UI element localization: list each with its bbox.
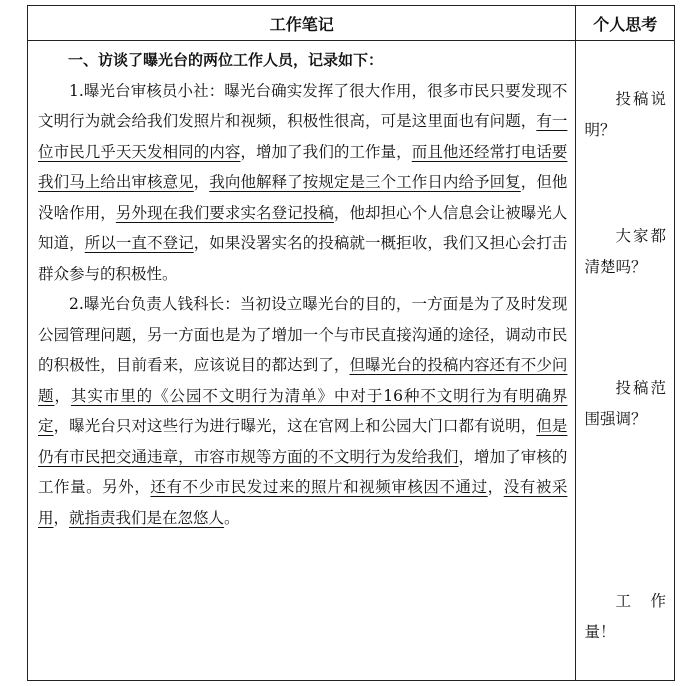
underlined-text: 没有被采用 [38,478,568,527]
underlined-text: 但曝光台的投稿内容还有不少问题 [38,356,568,405]
side-note-4: 工作量！ [584,592,666,641]
underlined-text: 还有不少市民发过来的照片和视频审核因不通过 [150,478,488,496]
side-note-2: 大家都清楚吗？ [584,227,666,276]
thoughts-content [576,41,675,681]
underlined-text: 所以一直不登记 [84,234,194,252]
underlined-text: 我向他解释了按规定是三个工作日内给予回复 [209,173,521,191]
text-span: ， [53,508,70,527]
underlined-text: 另外现在我们要求实名登记投稿 [115,203,334,222]
text-span: 1.曝光台审核员小社：曝光台确实发挥了很大作用，很多市民只要发现不文明行为就会给我们发照片和视频，积极性很高，可是这里面也有问题， [38,81,568,130]
notes-content [28,41,576,681]
text-span: ，但他没啥作用， [38,173,568,222]
paragraph-1 [38,76,567,290]
text-span: ，曝光台只对这些行为进行曝光，这在官网上和公园大门口都有说明， [53,417,537,435]
text-span: ，增加了我们的工作量， [240,142,412,161]
underlined-text: 其实市里的《公园不文明行为清单》中对于16种不文明行为有明确界定 [38,386,568,435]
text-span: ，他却担心个人信息会让被曝光人知道， [38,203,568,252]
section-title: 一、访谈了曝光台的两位工作人员，记录如下： [68,51,384,69]
notes-table [27,5,675,681]
underlined-text: 而且他还经常打电话要我们马上给出审核意见 [38,142,568,191]
underlined-text: 就指责我们是在忽悠人 [69,508,225,527]
text-span: ， [193,173,210,191]
text-span: ， [54,386,71,405]
underlined-text: 有一位市民几乎天天发相同的内容 [38,112,568,161]
side-note-3: 投稿范围强调？ [584,379,666,428]
text-span: 。 [224,508,240,527]
text-span: ， [487,478,504,496]
header-work-notes: 工作笔记 [28,6,576,41]
text-span: ，如果没署实名的投稿就一概拒收，我们又担心会打击群众参与的积极性。 [38,234,568,283]
text-span: 2.曝光台负责人钱科长：当初设立曝光台的目的，一方面是为了及时发现公园管理问题，另一方面也是为了增加一个与市民直接沟通的途径，调动市民的积极性，目前看来，应该说目的都达到了， [38,295,568,374]
side-note-1: 投稿说明？ [584,90,666,139]
header-personal-thoughts: 个人思考 [576,6,675,41]
text-span: ，增加了审核的工作量。另外， [38,447,568,496]
paragraph-2 [38,289,567,533]
underlined-text: 但是仍有市民把交通违章，市容市规等方面的不文明行为发给我们 [38,417,568,466]
